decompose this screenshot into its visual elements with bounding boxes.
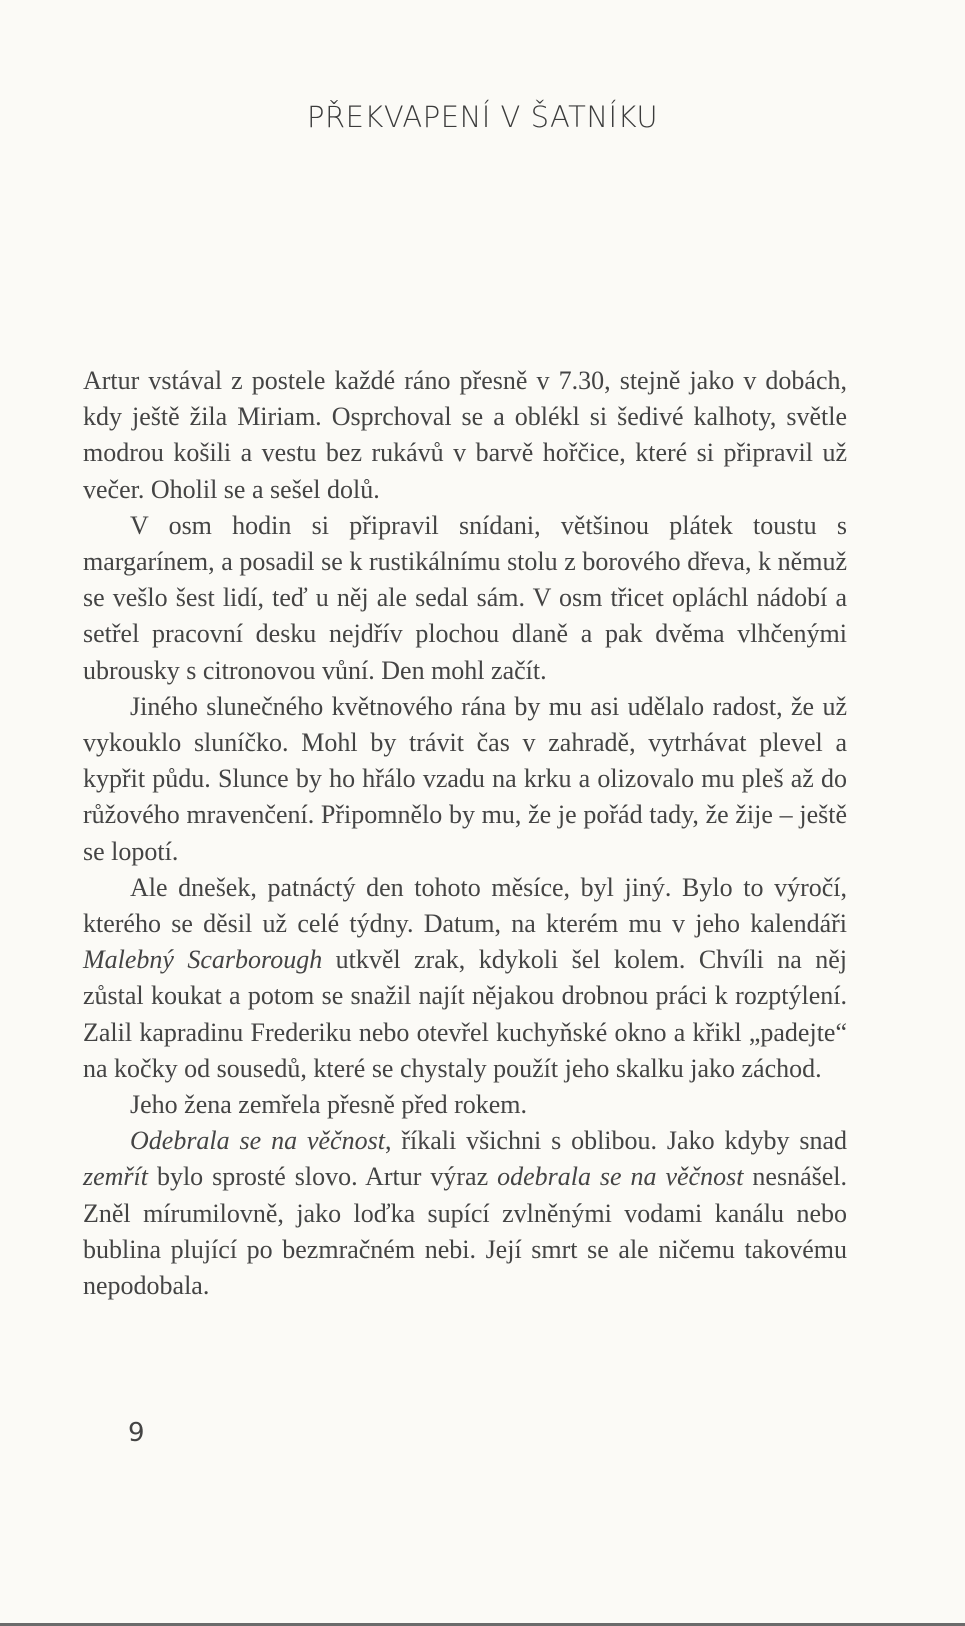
paragraph-text: , říkali všichni s oblibou. Jako kdyby snad bbox=[384, 1126, 847, 1156]
paragraph-text: utkvěl zrak, kdykoli šel kolem. Chvíli na něj zůstal koukat a potom se snažil najít nějakou drobnou práci k rozptýlení. Zalil kapradinu Frederiku nebo otevřel kuchyňské okno a křikl „padejte“ na kočky od sousedů, které se chystaly použít jeho skalku jako záchod. bbox=[83, 945, 847, 1083]
italic-text: odebrala se na věčnost bbox=[497, 1162, 744, 1192]
paragraph-text: nesnášel. Zněl mírumilovně, jako loďka supící zvlněnými vodami kanálu nebo bublina plující po bezmračném nebi. Její smrt se ale ničemu takovému nepodobala. bbox=[83, 1162, 847, 1301]
paragraph bbox=[83, 508, 847, 689]
paragraph-text: Jiného slunečného květnového rána by mu asi udělalo radost, že už vykouklo sluníčko. Mohl by trávit čas v zahradě, vytrhávat plevel a kypřit půdu. Slunce by ho hřálo vzadu na krku a olizovalo mu pleš až do růžového mravenčení. Připomnělo by mu, že je pořád tady, že žije – ještě se lopotí. bbox=[83, 691, 847, 866]
paragraph-text: V osm hodin si připravil snídani, většinou plátek toustu s margarínem, a posadil se k rustikálnímu stolu z borového dřeva, k němuž se vešlo šest lidí, teď u něj ale sedal sám. V osm třicet opláchl nádobí a setřel pracovní desku nejdřív plochou dlaně a pak dvěma vlhčenými ubrousky s citronovou vůní. Den mohl začít. bbox=[83, 510, 847, 685]
paragraph bbox=[83, 1087, 847, 1123]
paragraph bbox=[83, 363, 847, 508]
paragraph bbox=[83, 870, 847, 1087]
italic-text: Malebný Scarborough bbox=[83, 945, 323, 975]
italic-text: zemřít bbox=[83, 1162, 148, 1192]
paragraph bbox=[83, 689, 847, 870]
page-number: 9 bbox=[128, 1418, 145, 1448]
italic-text: Odebrala se na věčnost bbox=[130, 1126, 385, 1156]
paragraph bbox=[83, 1123, 847, 1304]
chapter-title: PŘEKVAPENÍ V ŠATNÍKU bbox=[306, 100, 659, 134]
paragraph-text: Ale dnešek, patnáctý den tohoto měsíce, byl jiný. Bylo to výročí, kterého se děsil už celé týdny. Datum, na kterém mu v jeho kalendáři bbox=[83, 872, 847, 939]
body-text bbox=[83, 363, 847, 1304]
paragraph-text: Jeho žena zemřela přesně před rokem. bbox=[130, 1090, 528, 1120]
paragraph-text: Artur vstával z postele každé ráno přesně v 7.30, stejně jako v dobách, kdy ještě žila Miriam. Osprchoval se a oblékl si šedivé kalhoty, světle modrou košili a vestu bez rukávů v barvě hořčice, které si připravil už večer. Oholil se a sešel dolů. bbox=[83, 366, 847, 504]
paragraph-text: bylo sprosté slovo. Artur výraz bbox=[148, 1162, 498, 1192]
